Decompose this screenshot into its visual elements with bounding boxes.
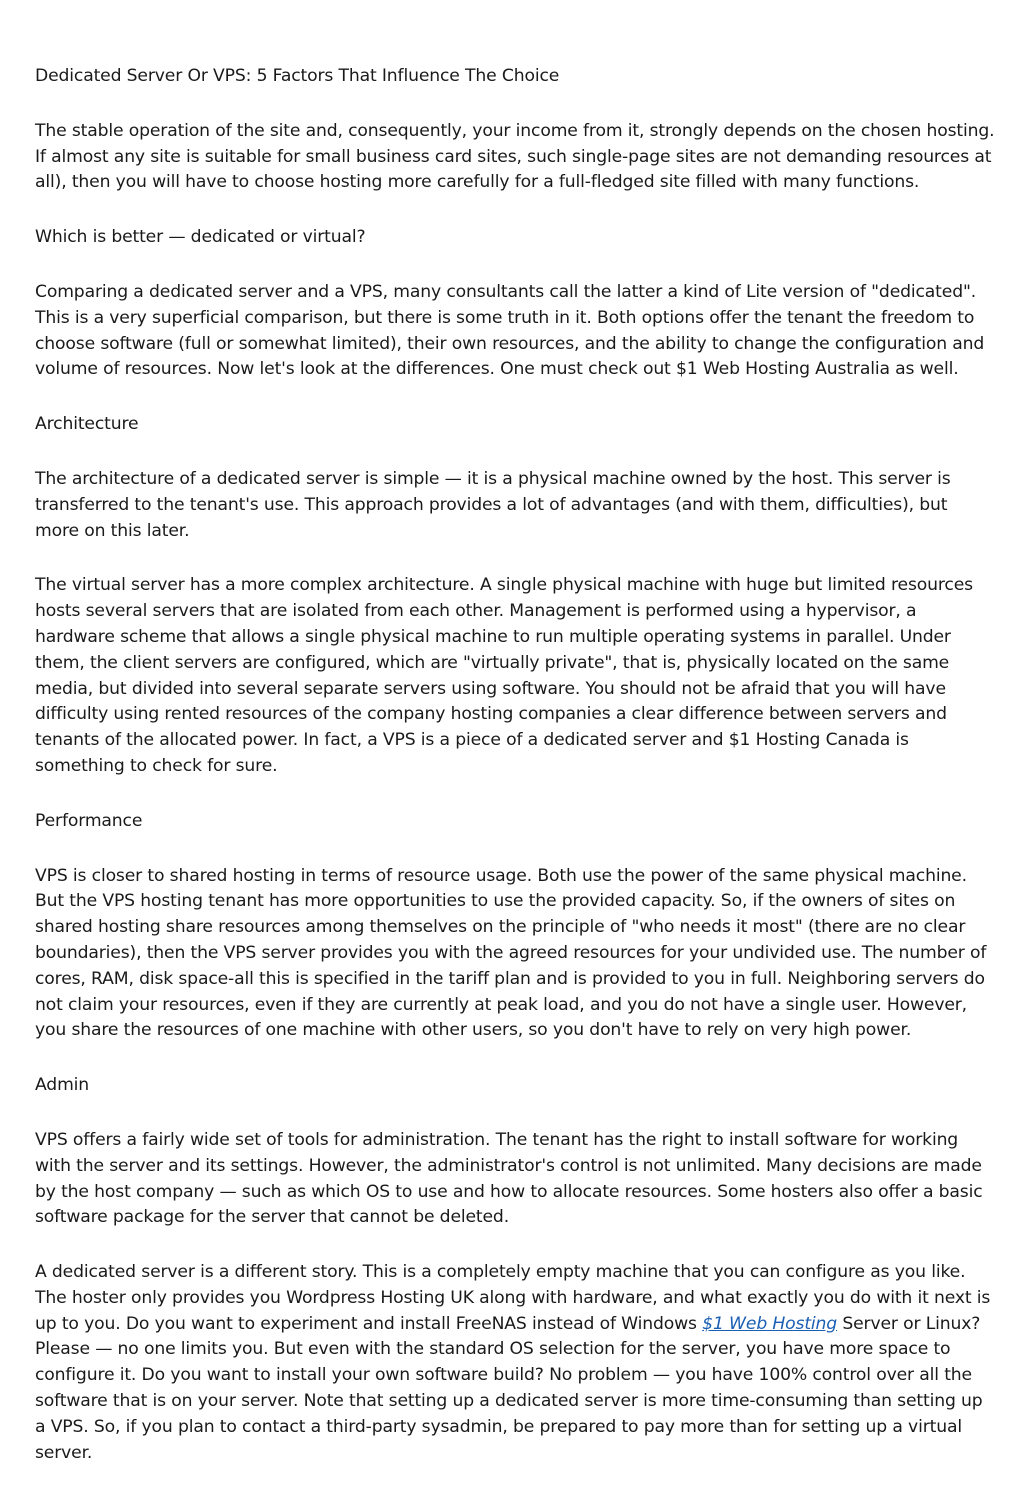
admin-paragraph-1: VPS offers a fairly wide set of tools for administration. The tenant has the right to install software for working with the server and its settings. However, the administrator's control is not unlimited. Many decisions are made by the host company — such as which OS to use and how to allocate resources. Some hosters also offer a basic software package for the server that cannot be deleted.: [35, 1129, 983, 1228]
article: [35, 64, 995, 1495]
admin-paragraph-2-text-start: A dedicated server is a different story. This is a completely empty machine that you can configure as you like. The hoster only provides you Wordpress Hosting UK along with hardware, and what exactly you do with it next is up to you. Do you want to experiment and install FreeNAS instead of Windows: [35, 1262, 991, 1334]
performance-paragraph: VPS is closer to shared hosting in terms of resource usage. Both use the power of the same physical machine. But the VPS hosting tenant has more opportunities to use the provided capacity. So, if the owners of sites on shared hosting share resources among themselves on the principle of "who needs it most" (there are no clear boundaries), then the VPS server provides you with the agreed resources for your undivided use. The number of cores, RAM, disk space-all this is specified in the tariff plan and is provided to you in full. Neighboring servers do not claim your resources, even if they are currently at peak load, and you do not have a single user. However, you share the resources of one machine with other users, so you don't have to rely on very high power.: [35, 865, 987, 1041]
architecture-paragraph-2: The virtual server has a more complex architecture. A single physical machine with huge but limited resources hosts several servers that are isolated from each other. Management is performed using a hypervisor, a hardware scheme that allows a single physical machine to run multiple operating systems in parallel. Under them, the client servers are configured, which are "virtually private", that is, physically located on the same media, but divided into several separate servers using software. You should not be afraid that you will have difficulty using rented resources of the company hosting companies a clear difference between servers and tenants of the allocated power. In fact, a VPS is a piece of a dedicated server and $1 Hosting Canada is something to check for sure.: [35, 575, 973, 776]
section-heading-admin: Admin: [35, 1075, 90, 1096]
web-hosting-link[interactable]: $1 Web Hosting: [702, 1313, 838, 1334]
section-heading-architecture: Architecture: [35, 414, 139, 435]
section-heading-comparison: Which is better — dedicated or virtual?: [35, 227, 366, 248]
section-heading-performance: Performance: [35, 810, 143, 831]
article-title: Dedicated Server Or VPS: 5 Factors That Influence The Choice: [35, 66, 560, 86]
admin-paragraph-2-text-end: Server or Linux? Please — no one limits you. But even with the standard OS selection for the server, you have more space to configure it. Do you want to install your own software build? No problem — you have 100% control over all the software that is on your server. Note that setting up a dedicated server is more time-consuming than setting up a VPS. So, if you plan to contact a third-party sysadmin, be prepared to pay more than for setting up a virtual server.: [35, 1313, 983, 1463]
comparison-paragraph: Comparing a dedicated server and a VPS, many consultants call the latter a kind of Lite version of "dedicated". This is a very superficial comparison, but there is some truth in it. Both options offer the tenant the freedom to choose software (full or somewhat limited), their own resources, and the ability to change the configuration and volume of resources. Now let's look at the differences. One must check out $1 Web Hosting Australia as well.: [35, 281, 985, 380]
architecture-paragraph-1: The architecture of a dedicated server is simple — it is a physical machine owned by the host. This server is transferred to the tenant's use. This approach provides a lot of advantages (and with them, difficulties), but more on this later.: [35, 468, 951, 541]
intro-paragraph: The stable operation of the site and, consequently, your income from it, strongly depends on the chosen hosting. If almost any site is suitable for small business card sites, such single-page sites are not demanding resources at all), then you will have to choose hosting more carefully for a full-fledged site filled with many functions.: [35, 120, 995, 193]
admin-paragraph-2: [35, 1260, 995, 1466]
